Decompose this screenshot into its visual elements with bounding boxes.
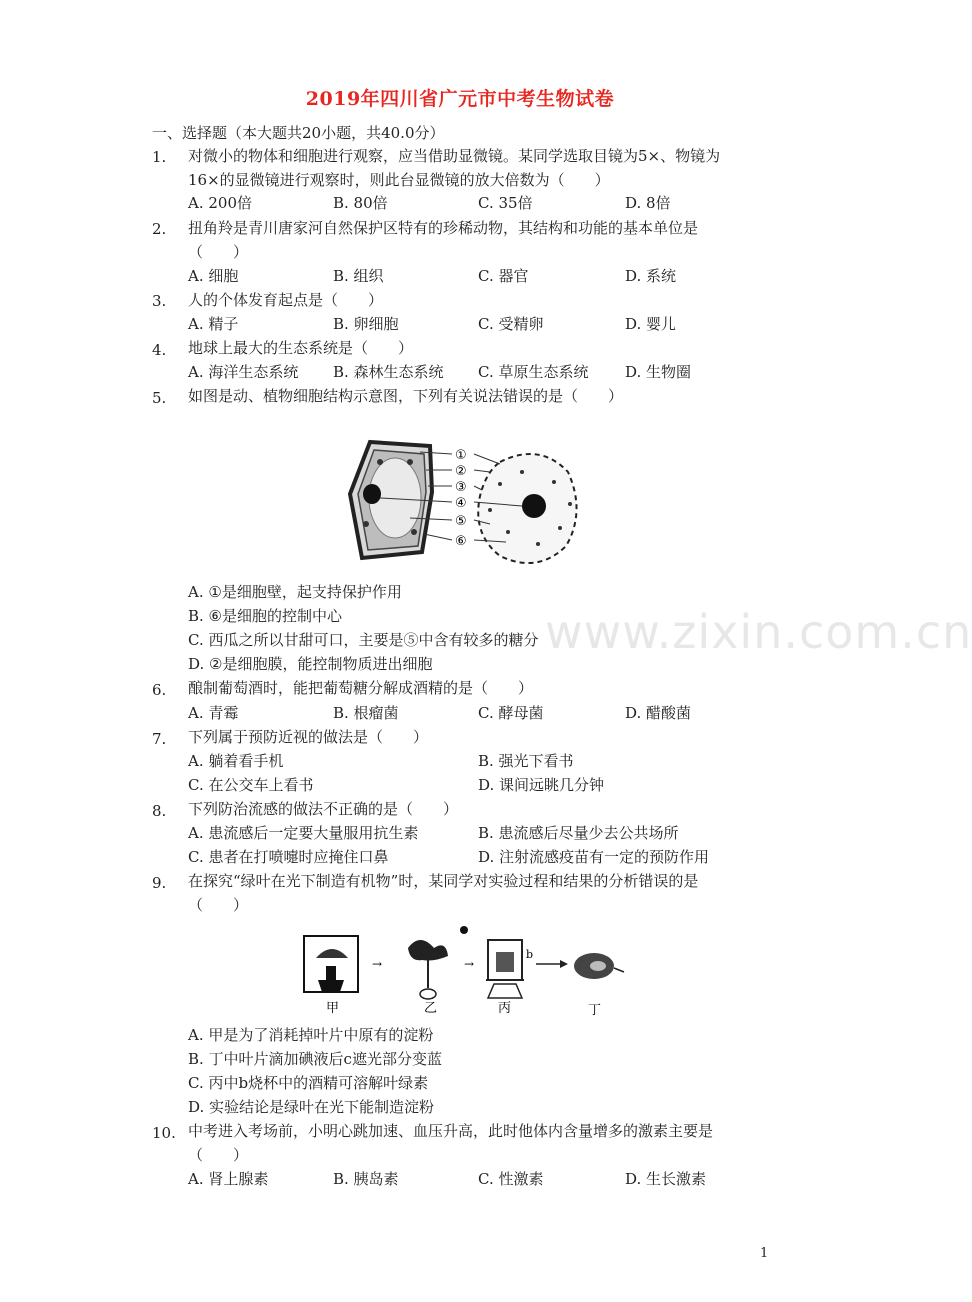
option: B. ⑥是细胞的控制中心 [188,607,343,625]
question-text: 酿制葡萄酒时，能把葡萄糖分解成酒精的是（ ） [188,679,534,697]
option: A. 海洋生态系统 [188,363,299,381]
arrow-icon: → [464,957,475,971]
figure-label-jia: 甲 [326,1001,340,1016]
question-text: 下列防治流感的做法不正确的是（ ） [188,800,459,818]
question-text: 下列属于预防近视的做法是（ ） [188,728,429,746]
option: B. 根瘤菌 [333,704,399,722]
cell-structure-figure [340,432,590,582]
option: C. 受精卵 [478,315,544,333]
question-number: 7. [152,730,167,748]
arrow-head [560,960,568,968]
question-text: 对微小的物体和细胞进行观察，应当借助显微镜。某同学选取目镜为5×、物镜为 [188,147,721,165]
question-text: 在探究“绿叶在光下制造有机物”时，某同学对实验过程和结果的分析错误的是 [188,872,699,890]
page-number: 1 [760,1246,769,1261]
option: C. 丙中b烧杯中的酒精可溶解叶绿素 [188,1074,429,1092]
option: D. 课间远眺几分钟 [478,776,605,794]
figure-label-b: b [526,948,534,961]
animal-cell-illustration [478,454,576,563]
figure-label-yi: 乙 [424,1001,438,1016]
experiment-figure [298,922,638,1018]
figure-label-bing: 丙 [498,1001,512,1016]
option: C. 酵母菌 [478,704,544,722]
section-heading: 一、选择题（本大题共20小题，共40.0分） [152,124,445,142]
step-ding-iodine-test [574,953,624,979]
question-number: 5. [152,389,167,407]
step-yi-partial-shading [408,926,468,999]
option: A. 200倍 [188,194,252,212]
option: C. 器官 [478,267,529,285]
option: B. 组织 [333,267,384,285]
question-number: 3. [152,292,167,310]
option: A. 患流感后一定要大量服用抗生素 [188,824,419,842]
option: D. 实验结论是绿叶在光下能制造淀粉 [188,1098,435,1116]
option: A. 躺着看手机 [188,752,284,770]
question-number: 6. [152,681,167,699]
question-text: （ ） [188,1146,249,1164]
option: D. 注射流感疫苗有一定的预防作用 [478,848,710,866]
option: C. 患者在打喷嚏时应掩住口鼻 [188,848,389,866]
option: C. 性激素 [478,1170,544,1188]
question-number: 8. [152,802,167,820]
option: A. 精子 [188,315,239,333]
option: B. 胰岛素 [333,1170,399,1188]
option: B. 卵细胞 [333,315,399,333]
question-text: 地球上最大的生态系统是（ ） [188,339,414,357]
question-number: 10. [152,1124,176,1142]
option: A. ①是细胞壁，起支持保护作用 [188,583,402,601]
figure-label-6: ⑥ [455,534,467,549]
option: A. 青霉 [188,704,239,722]
question-text: 扭角羚是青川唐家河自然保护区特有的珍稀动物，其结构和功能的基本单位是 [188,219,699,237]
option: D. 生长激素 [625,1170,707,1188]
option: B. 强光下看书 [478,752,574,770]
option: D. 系统 [625,267,677,285]
figure-label-ding: 丁 [588,1003,602,1018]
figure-label-4: ④ [455,496,467,511]
question-number: 9. [152,874,167,892]
option: B. 丁中叶片滴加碘液后c遮光部分变蓝 [188,1050,442,1068]
option: A. 甲是为了消耗掉叶片中原有的淀粉 [188,1026,434,1044]
step-jia-dark-treatment [304,936,358,992]
question-text: 如图是动、植物细胞结构示意图，下列有关说法错误的是（ ） [188,387,624,405]
question-number: 2. [152,220,167,238]
question-text: 人的个体发育起点是（ ） [188,291,384,309]
exam-title: 2019年四川省广元市中考生物试卷 [305,88,615,110]
figure-label-1: ① [455,448,467,463]
step-bing-alcohol-heating [486,940,533,998]
option: C. 在公交车上看书 [188,776,314,794]
option: D. 醋酸菌 [625,704,692,722]
option: D. 生物圈 [625,363,692,381]
option: D. 8倍 [625,194,671,212]
option: D. 婴儿 [625,315,677,333]
option: A. 肾上腺素 [188,1170,269,1188]
option: A. 细胞 [188,267,239,285]
option: B. 患流感后尽量少去公共场所 [478,824,679,842]
figure-label-3: ③ [455,480,467,495]
figure-label-2: ② [455,464,467,479]
site-watermark: www.zixin.com.cn [545,605,972,659]
option: B. 80倍 [333,194,388,212]
question-number: 4. [152,341,167,359]
question-number: 1. [152,148,167,166]
option: C. 草原生态系统 [478,363,589,381]
question-text: （ ） [188,896,249,914]
figure-label-5: ⑤ [455,514,467,529]
option: D. ②是细胞膜，能控制物质进出细胞 [188,655,433,673]
option: C. 35倍 [478,194,533,212]
question-text: 16×的显微镜进行观察时，则此台显微镜的放大倍数为（ ） [188,171,610,189]
option: B. 森林生态系统 [333,363,444,381]
option: C. 西瓜之所以甘甜可口，主要是⑤中含有较多的糖分 [188,631,539,649]
arrow-icon: → [372,957,383,971]
question-text: （ ） [188,243,249,261]
question-text: 中考进入考场前，小明心跳加速、血压升高，此时他体内含量增多的激素主要是 [188,1122,714,1140]
